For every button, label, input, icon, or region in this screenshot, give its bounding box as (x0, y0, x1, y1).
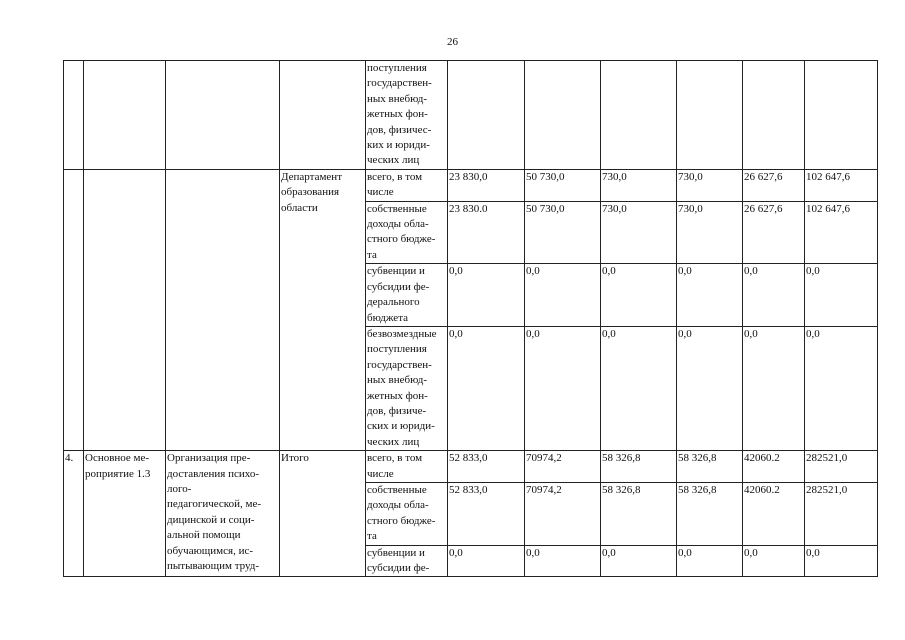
cell-value: 0,0 (805, 545, 878, 577)
cell-value (601, 61, 677, 170)
cell-value: 0,0 (805, 264, 878, 327)
cell-value: 0,0 (743, 545, 805, 577)
cell-value: 23 830,0 (448, 169, 525, 201)
cell-value (743, 61, 805, 170)
cell-value: 0,0 (677, 264, 743, 327)
cell-value: 0,0 (448, 545, 525, 577)
cell-value: 0,0 (525, 264, 601, 327)
cell-value: 0,0 (525, 326, 601, 450)
cell-value: 0,0 (448, 264, 525, 327)
cell-number (64, 61, 84, 170)
cell-funding-source: собственные доходы обла- стного бюдже- та (366, 201, 448, 264)
cell-value: 0,0 (448, 326, 525, 450)
cell-value: 0,0 (743, 264, 805, 327)
table-row (64, 451, 878, 483)
cell-measure-name: Основное ме- роприятие 1.3 (84, 451, 166, 577)
cell-description: Организация пре- доставления психо- лого- педагогической, ме- дицинской и соци- альной помощи обучающимся, ис- пытывающим труд- (166, 451, 280, 577)
cell-value: 730,0 (677, 201, 743, 264)
cell-value: 730,0 (601, 201, 677, 264)
cell-value: 282521,0 (805, 451, 878, 483)
cell-value (448, 61, 525, 170)
cell-executor (280, 61, 366, 170)
cell-measure-name (84, 169, 166, 450)
cell-value: 0,0 (601, 264, 677, 327)
cell-value: 0,0 (805, 326, 878, 450)
cell-value: 0,0 (601, 545, 677, 577)
cell-value: 52 833,0 (448, 451, 525, 483)
cell-value (677, 61, 743, 170)
cell-executor: Итого (280, 451, 366, 577)
cell-value: 70974,2 (525, 451, 601, 483)
cell-funding-source: субвенции и субсидии фе- дерального бюджета (366, 264, 448, 327)
cell-value: 26 627,6 (743, 169, 805, 201)
cell-value (805, 61, 878, 170)
cell-value (525, 61, 601, 170)
cell-value: 58 326,8 (601, 482, 677, 545)
cell-value: 730,0 (601, 169, 677, 201)
cell-funding-source: собственные доходы обла- стного бюдже- та (366, 482, 448, 545)
cell-value: 730,0 (677, 169, 743, 201)
budget-table (63, 60, 878, 577)
cell-funding-source: всего, в том числе (366, 451, 448, 483)
cell-value: 70974,2 (525, 482, 601, 545)
page-number: 26 (447, 36, 458, 48)
table-row (64, 169, 878, 201)
cell-number (64, 169, 84, 450)
cell-value: 282521,0 (805, 482, 878, 545)
cell-value: 26 627,6 (743, 201, 805, 264)
cell-executor: Департамент образования области (280, 169, 366, 450)
cell-value: 42060.2 (743, 451, 805, 483)
cell-value: 23 830.0 (448, 201, 525, 264)
cell-value: 58 326,8 (601, 451, 677, 483)
cell-funding-source: безвозмездные поступления государствен- ных внебюд- жетных фон- дов, физиче- ских и юриди- ческих лиц (366, 326, 448, 450)
cell-value: 0,0 (601, 326, 677, 450)
cell-value: 58 326,8 (677, 482, 743, 545)
cell-measure-name (84, 61, 166, 170)
cell-value: 0,0 (677, 326, 743, 450)
cell-value: 0,0 (525, 545, 601, 577)
cell-value: 50 730,0 (525, 201, 601, 264)
cell-value: 0,0 (677, 545, 743, 577)
cell-funding-source: всего, в том числе (366, 169, 448, 201)
table-row (64, 61, 878, 170)
cell-description (166, 169, 280, 450)
cell-value: 50 730,0 (525, 169, 601, 201)
cell-value: 52 833,0 (448, 482, 525, 545)
cell-value: 58 326,8 (677, 451, 743, 483)
cell-funding-source: поступления государствен- ных внебюд- жетных фон- дов, физичес- ких и юриди- ческих лиц (366, 61, 448, 170)
cell-value: 42060.2 (743, 482, 805, 545)
cell-value: 102 647,6 (805, 201, 878, 264)
cell-value: 0,0 (743, 326, 805, 450)
cell-value: 102 647,6 (805, 169, 878, 201)
cell-funding-source: субвенции и субсидии фе- (366, 545, 448, 577)
cell-number: 4. (64, 451, 84, 577)
cell-description (166, 61, 280, 170)
